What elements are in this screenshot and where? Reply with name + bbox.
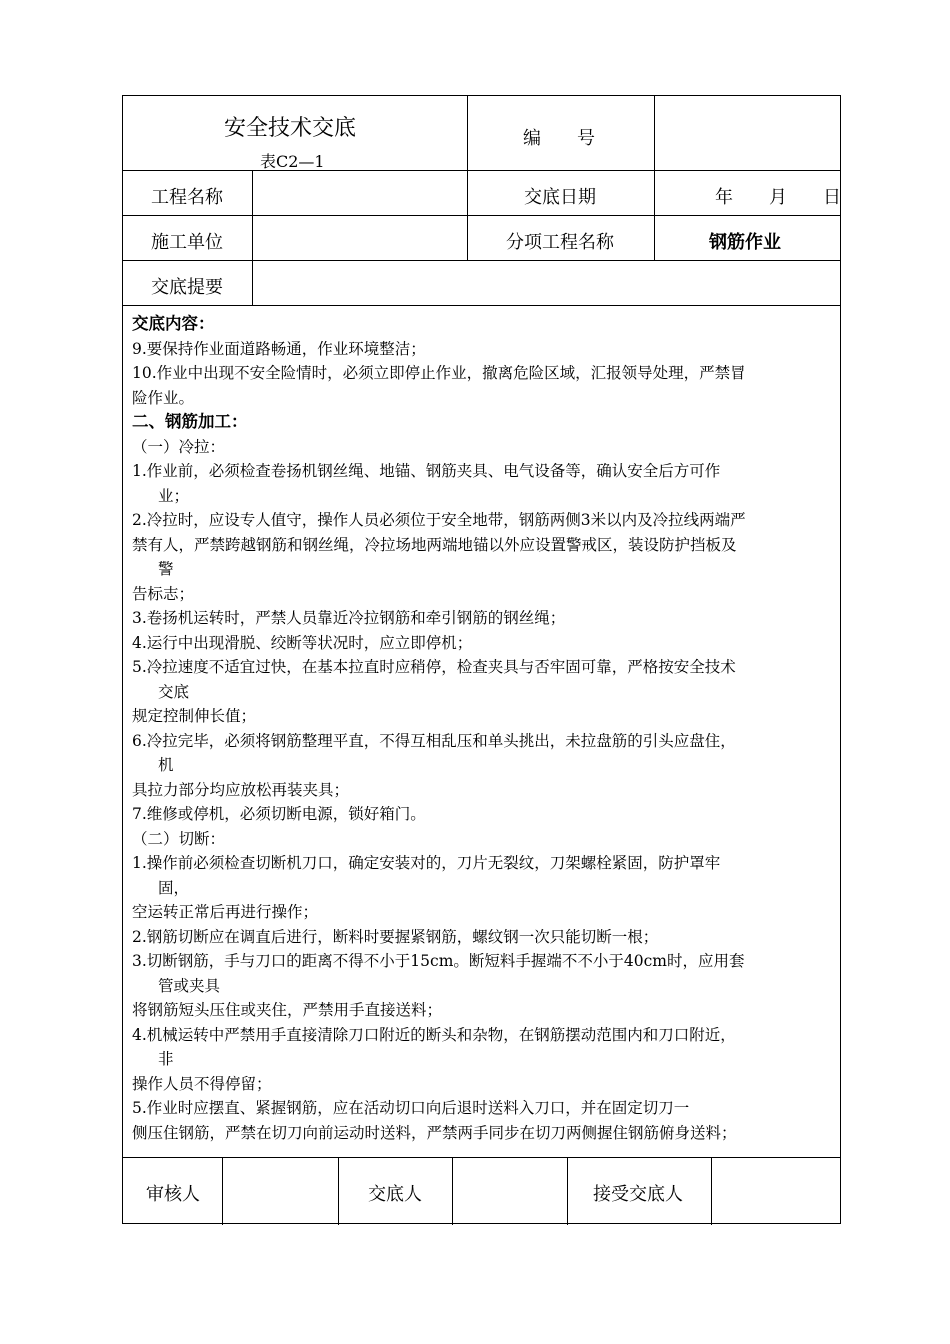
sub-project-name-label: 分项工程名称	[506, 232, 614, 253]
content-line: 警	[158, 560, 174, 578]
content-line: 规定控制伸长值；	[132, 707, 257, 725]
row-divider	[123, 305, 840, 306]
disclosure-content	[132, 312, 832, 1145]
content-line: 侧压住钢筋，严禁在切刀向前运动时送料，严禁两手同步在切刀两侧握住钢筋俯身送料；	[132, 1123, 737, 1142]
content-line: 4.机械运转中严禁用手直接清除刀口附近的断头和杂物，在钢筋摆动范围内和刀口附近，	[132, 1025, 736, 1044]
row-divider	[123, 215, 840, 216]
content-line: （二）切断：	[132, 829, 226, 848]
content-line: 管或夹具	[158, 976, 221, 995]
sub-project-name-value: 钢筋作业	[709, 232, 781, 253]
content-line: 险作业。	[132, 388, 195, 407]
column-divider	[467, 96, 468, 170]
row-divider	[123, 1157, 840, 1158]
content-line: 业；	[158, 486, 190, 505]
content-line: 9.要保持作业面道路畅通，作业环境整洁；	[132, 339, 426, 358]
content-line: 具拉力部分均应放松再装夹具；	[132, 780, 350, 799]
disclosure-form	[122, 95, 841, 1224]
column-divider	[567, 1157, 568, 1225]
content-line: 1.操作前必须检查切断机刀口，确定安装对的，刀片无裂纹，刀架螺栓紧固，防护罩牢	[132, 854, 721, 872]
row-divider	[123, 170, 840, 171]
content-line: 操作人员不得停留；	[132, 1074, 272, 1093]
reviewer-label: 审核人	[146, 1184, 200, 1205]
disclosure-summary-label: 交底提要	[151, 277, 223, 298]
column-divider	[467, 170, 468, 260]
construction-unit-label: 施工单位	[151, 232, 223, 253]
content-line: 4.运行中出现滑脱、绞断等状况时，应立即停机；	[132, 633, 473, 652]
content-lines	[132, 337, 832, 1146]
row-divider	[123, 260, 840, 261]
content-line: 5.作业时应摆直、紧握钢筋，应在活动切口向后退时送料入刀口，并在固定切刀一	[132, 1099, 690, 1117]
content-heading: 交底内容：	[132, 314, 215, 333]
content-line: 空运转正常后再进行操作；	[132, 903, 319, 921]
section-heading: 二、钢筋加工：	[132, 412, 248, 431]
serial-number-label: 编 号	[523, 128, 595, 149]
content-line: 6.冷拉完毕，必须将钢筋整理平直，不得互相乱压和单头挑出，未拉盘筋的引头应盘住，	[132, 731, 736, 750]
receiver-label: 接受交底人	[593, 1184, 683, 1205]
content-line: 2.钢筋切断应在调直后进行，断料时要握紧钢筋，螺纹钢一次只能切断一根；	[132, 927, 659, 946]
disclosure-date-value: 年 月 日	[715, 187, 841, 208]
content-line: 告标志；	[132, 584, 195, 603]
content-line: 1.作业前，必须检查卷扬机钢丝绳、地锚、钢筋夹具、电气设备等，确认安全后方可作	[132, 462, 721, 480]
project-name-label: 工程名称	[151, 187, 223, 208]
discloser-label: 交底人	[368, 1184, 422, 1205]
content-line: 10.作业中出现不安全险情时，必须立即停止作业，撤离危险区域，汇报领导处理，严禁冒	[132, 364, 746, 382]
content-line: 3.切断钢筋，手与刀口的距离不得不小于15cm。断短料手握端不不小于40cm时，应用套	[132, 952, 745, 970]
column-divider	[252, 170, 253, 305]
form-number-code: 表C2—1	[260, 152, 325, 171]
content-line: 机	[158, 756, 174, 774]
content-line: 2.冷拉时，应设专人值守，操作人员必须位于安全地带，钢筋两侧3米以内及冷拉线两端严	[132, 511, 746, 529]
disclosure-date-label: 交底日期	[524, 187, 596, 208]
form-title: 安全技术交底	[224, 116, 357, 141]
column-divider	[711, 1157, 712, 1225]
content-line: 交底	[158, 682, 190, 701]
content-line: （一）冷拉：	[132, 437, 226, 456]
content-line: 7.维修或停机，必须切断电源，锁好箱门。	[132, 805, 426, 823]
column-divider	[654, 170, 655, 260]
content-line: 禁有人，严禁跨越钢筋和钢丝绳，冷拉场地两端地锚以外应设置警戒区，装设防护挡板及	[132, 535, 737, 554]
column-divider	[338, 1157, 339, 1225]
content-line: 将钢筋短头压住或夹住，严禁用手直接送料；	[132, 1001, 443, 1019]
content-line: 固，	[158, 878, 190, 897]
content-line: 3.卷扬机运转时，严禁人员靠近冷拉钢筋和牵引钢筋的钢丝绳；	[132, 609, 566, 627]
column-divider	[452, 1157, 453, 1225]
content-line: 5.冷拉速度不适宜过快，在基本拉直时应稍停，检查夹具与否牢固可靠，严格按安全技术	[132, 658, 736, 676]
column-divider	[222, 1157, 223, 1225]
content-line: 非	[158, 1050, 174, 1068]
column-divider	[654, 96, 655, 170]
